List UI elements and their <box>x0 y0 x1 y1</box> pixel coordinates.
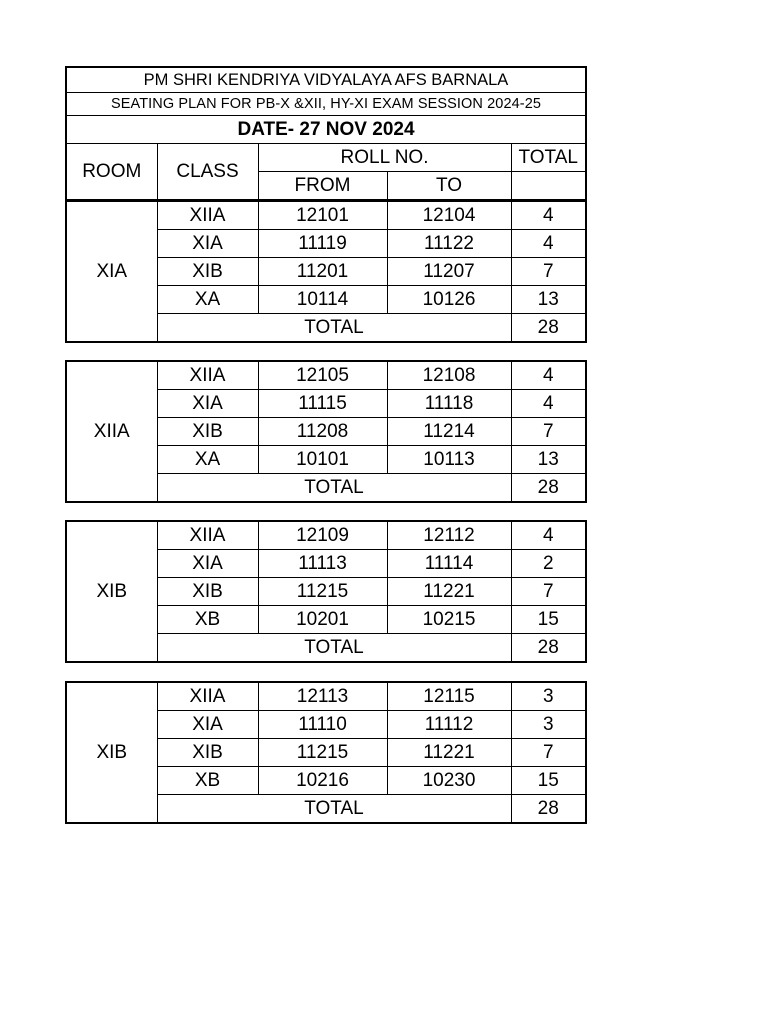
room-block <box>65 360 587 503</box>
roll-from: 11201 <box>258 258 387 286</box>
class-cell: XIB <box>157 739 258 767</box>
row-total: 3 <box>511 682 586 711</box>
roll-to: 10230 <box>387 767 511 795</box>
row-total: 7 <box>511 418 586 446</box>
row-total: 13 <box>511 286 586 314</box>
row-total: 2 <box>511 550 586 578</box>
roll-from: 12109 <box>258 521 387 550</box>
roll-to: 12112 <box>387 521 511 550</box>
total-label: TOTAL <box>157 314 511 343</box>
class-cell: XIB <box>157 578 258 606</box>
row-total: 4 <box>511 521 586 550</box>
class-cell: XIA <box>157 550 258 578</box>
row-total: 7 <box>511 578 586 606</box>
class-cell: XIB <box>157 258 258 286</box>
row-total: 4 <box>511 390 586 418</box>
col-total: TOTAL <box>511 144 586 172</box>
room-name: XIA <box>66 201 157 342</box>
block-total: 28 <box>511 314 586 343</box>
class-cell: XB <box>157 767 258 795</box>
row-total: 4 <box>511 361 586 390</box>
roll-to: 10113 <box>387 446 511 474</box>
row-total: 4 <box>511 201 586 230</box>
roll-from: 10201 <box>258 606 387 634</box>
roll-to: 11118 <box>387 390 511 418</box>
roll-from: 12101 <box>258 201 387 230</box>
roll-to: 12115 <box>387 682 511 711</box>
class-cell: XIIA <box>157 521 258 550</box>
total-label: TOTAL <box>157 795 511 824</box>
roll-to: 11122 <box>387 230 511 258</box>
class-cell: XIIA <box>157 201 258 230</box>
class-cell: XA <box>157 446 258 474</box>
roll-to: 11221 <box>387 739 511 767</box>
roll-from: 10114 <box>258 286 387 314</box>
room-name: XIB <box>66 682 157 823</box>
row-total: 15 <box>511 606 586 634</box>
class-cell: XIA <box>157 711 258 739</box>
roll-to: 11214 <box>387 418 511 446</box>
roll-to: 10215 <box>387 606 511 634</box>
room-block <box>65 200 587 343</box>
block-total: 28 <box>511 795 586 824</box>
col-room: ROOM <box>66 144 157 201</box>
room-name: XIIA <box>66 361 157 502</box>
class-cell: XIA <box>157 390 258 418</box>
roll-to: 10126 <box>387 286 511 314</box>
col-total-blank <box>511 172 586 201</box>
roll-from: 12113 <box>258 682 387 711</box>
exam-date: DATE- 27 NOV 2024 <box>66 116 586 144</box>
col-roll-no: ROLL NO. <box>258 144 511 172</box>
room-name: XIB <box>66 521 157 662</box>
roll-to: 11112 <box>387 711 511 739</box>
class-cell: XB <box>157 606 258 634</box>
row-total: 15 <box>511 767 586 795</box>
roll-to: 11207 <box>387 258 511 286</box>
roll-from: 11215 <box>258 739 387 767</box>
block-total: 28 <box>511 634 586 663</box>
room-block <box>65 681 587 824</box>
roll-to: 12104 <box>387 201 511 230</box>
row-total: 4 <box>511 230 586 258</box>
block-total: 28 <box>511 474 586 503</box>
row-total: 7 <box>511 739 586 767</box>
row-total: 7 <box>511 258 586 286</box>
roll-from: 11208 <box>258 418 387 446</box>
col-from: FROM <box>258 172 387 201</box>
roll-from: 11215 <box>258 578 387 606</box>
roll-from: 11119 <box>258 230 387 258</box>
class-cell: XIB <box>157 418 258 446</box>
row-total: 13 <box>511 446 586 474</box>
roll-from: 10216 <box>258 767 387 795</box>
roll-from: 11115 <box>258 390 387 418</box>
col-class: CLASS <box>157 144 258 201</box>
roll-to: 11221 <box>387 578 511 606</box>
school-name: PM SHRI KENDRIYA VIDYALAYA AFS BARNALA <box>66 67 586 93</box>
room-block <box>65 520 587 663</box>
roll-from: 11113 <box>258 550 387 578</box>
class-cell: XIIA <box>157 682 258 711</box>
roll-from: 10101 <box>258 446 387 474</box>
roll-to: 11114 <box>387 550 511 578</box>
class-cell: XIA <box>157 230 258 258</box>
col-to: TO <box>387 172 511 201</box>
plan-title: SEATING PLAN FOR PB-X &XII, HY-XI EXAM SESSION 2024-25 <box>66 93 586 116</box>
roll-from: 12105 <box>258 361 387 390</box>
roll-to: 12108 <box>387 361 511 390</box>
total-label: TOTAL <box>157 634 511 663</box>
seating-plan-header <box>65 66 587 201</box>
class-cell: XIIA <box>157 361 258 390</box>
total-label: TOTAL <box>157 474 511 503</box>
class-cell: XA <box>157 286 258 314</box>
row-total: 3 <box>511 711 586 739</box>
roll-from: 11110 <box>258 711 387 739</box>
